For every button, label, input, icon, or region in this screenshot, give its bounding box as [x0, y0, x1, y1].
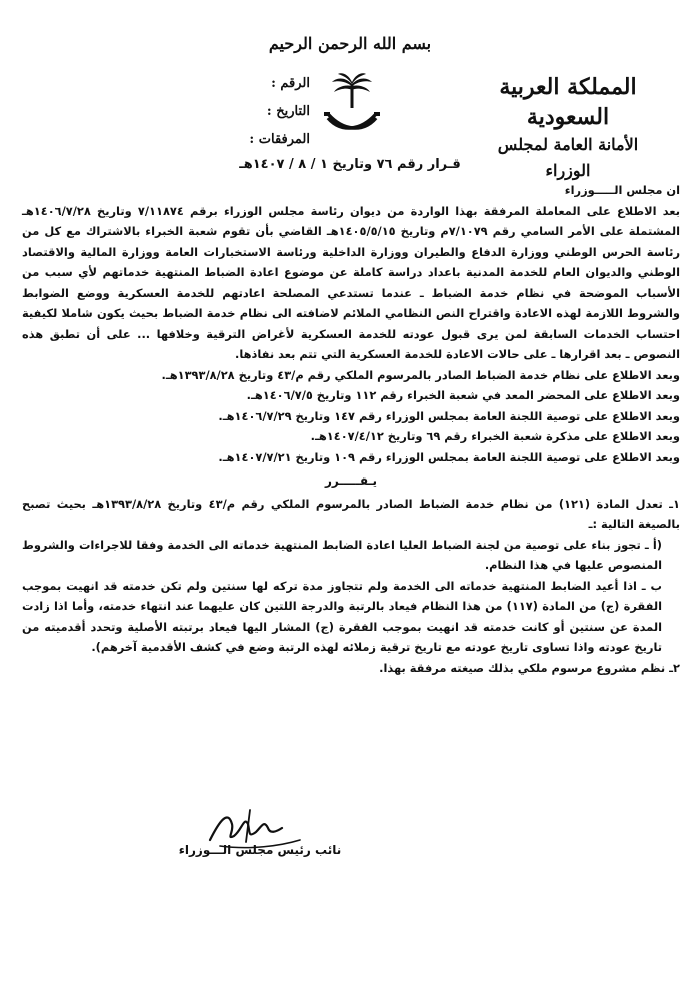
clause-1a: (أ ـ تجوز بناء على توصية من لجنة الضباط العليا اعادة الضابط المنتهية خدماته الى الخدمة وفقا للاجراءات والشروط المنصوص عليها في هذا النظام.: [22, 537, 662, 572]
paragraph-2: وبعد الاطلاع على نظام خدمة الضباط الصادر بالمرسوم الملكي رقم م/٤٣ وتاريخ ١٣٩٣/٨/٢٨هـ.: [161, 367, 680, 382]
attachments-label: المرفقات :: [249, 132, 310, 147]
paragraph-3: وبعد الاطلاع على المحضر المعد في شعبة الخبراء رقم ١١٢ وتاريخ ١٤٠٦/٧/٥هـ.: [246, 388, 680, 402]
paragraph-1: بعد الاطلاع على المعاملة المرفقة بهذا الواردة من ديوان رئاسة مجلس الوزراء برقم ٧/١١٨٧٤ وتاريخ ١٤٠٦/٧/٢٨هـ المشتملة على الأمر السامي رقم ٧/١٠٧٩م وتاريخ ١٤٠٥/٥/١٥هـ القاضي بأن تقوم شعبة الخبراء بالاشتراك مع كل من رئاسة الحرس الوطني ووزارة الدفاع والطيران ووزارة الداخلية ورئاسة الاستخبارات العامة ووزارة المالية والاقتصاد الوطني والديوان العام للخدمة المدنية باعداد دراسة كاملة عن موضوع اعادة الضباط المنتهية خدماتهم لأي سبب من الأسباب الموضحة في نظام خدمة الضباط ـ عندما تستدعي المصلحة اعادتهم للخدمة العسكرية ووضع الضوابط والشروط اللازمة لهذه الاعادة واقتراح النص النظامي الملائم لاضافته الى نظام خدمة الضباط بحيث يكون شاملا لكيفية احتساب الخدمات السابقة لمن يرى قبول عودته للخدمة العسكرية لأغراض الترقية وخلافها ... على أن تطبق هذه النصوص ـ بعد اقرارها ـ على حالات الاعادة للخدمة العسكرية التي تتم بعد نفاذها.: [22, 203, 681, 361]
clause-2: ٢ـ نظم مشروع مرسوم ملكي بذلك صيغته مرفقة بهذا.: [379, 660, 680, 675]
addressee: ان مجلس الـــــوزراء: [564, 183, 680, 197]
date-label: التاريخ :: [266, 104, 310, 119]
basmala-heading: بسم الله الرحمن الرحيم: [268, 34, 432, 53]
saudi-emblem-icon: [322, 70, 382, 140]
ref-number-label: الرقم :: [271, 76, 310, 91]
paragraph-6: وبعد الاطلاع على توصية اللجنة العامة بمجلس الوزراء رقم ١٠٩ وتاريخ ١٤٠٧/٧/٢١هـ.: [218, 449, 680, 464]
clause-1b: ب ـ اذا أعيد الضابط المنتهية خدماته الى الخدمة ولم تتجاوز مدة تركه لها سنتين ولم تكن خدمته قد انهيت بموجب الفقرة (ج) من المادة (١١٧) من هذا النظام فيعاد بالرتبة والدرجة اللتين كان عليهما عند انتهاء خدمته، وأما اذا زادت المدة عن سنتين أو كانت خدمته قد انهيت بموجب الفقرة (ج) المشار اليها فيعاد برتبته الأصلية وتحدد أقدميته من تاريخ عودته واذا تساوى تاريخ عودته مع تاريخ ترقية زملائه لهذه الرتبة وضع في كشف الأقدمية آخرهم).: [22, 578, 663, 654]
document-meta: [200, 70, 310, 154]
document-body: [22, 180, 680, 678]
clause-1: ١ـ تعدل المادة (١٢١) من نظام خدمة الضباط الصادر بالمرسوم الملكي رقم م/٤٣ وتاريخ ١٣٩٣/٨/٢٨هـ بحيث تصبح بالصيغة التالية :ـ: [22, 496, 680, 531]
decides-heading: يـقـــــرر: [324, 474, 378, 488]
decision-number-line: قـرار رقم ٧٦ وتاريخ ١ / ٨ / ١٤٠٧هـ: [239, 157, 461, 172]
org-department: الأمانة العامة لمجلس الوزراء: [497, 135, 639, 180]
paragraph-5: وبعد الاطلاع على مذكرة شعبة الخبراء رقم ٦٩ وتاريخ ١٤٠٧/٤/١٢هـ.: [310, 429, 680, 443]
org-name: المملكة العربية السعودية: [499, 74, 637, 130]
paragraph-4: وبعد الاطلاع على توصية اللجنة العامة بمجلس الوزراء رقم ١٤٧ وتاريخ ١٤٠٦/٧/٢٩هـ.: [218, 408, 680, 423]
letterhead: [478, 72, 658, 184]
signatory-title: نائب رئيس مجلس الـــوزراء: [178, 843, 342, 857]
